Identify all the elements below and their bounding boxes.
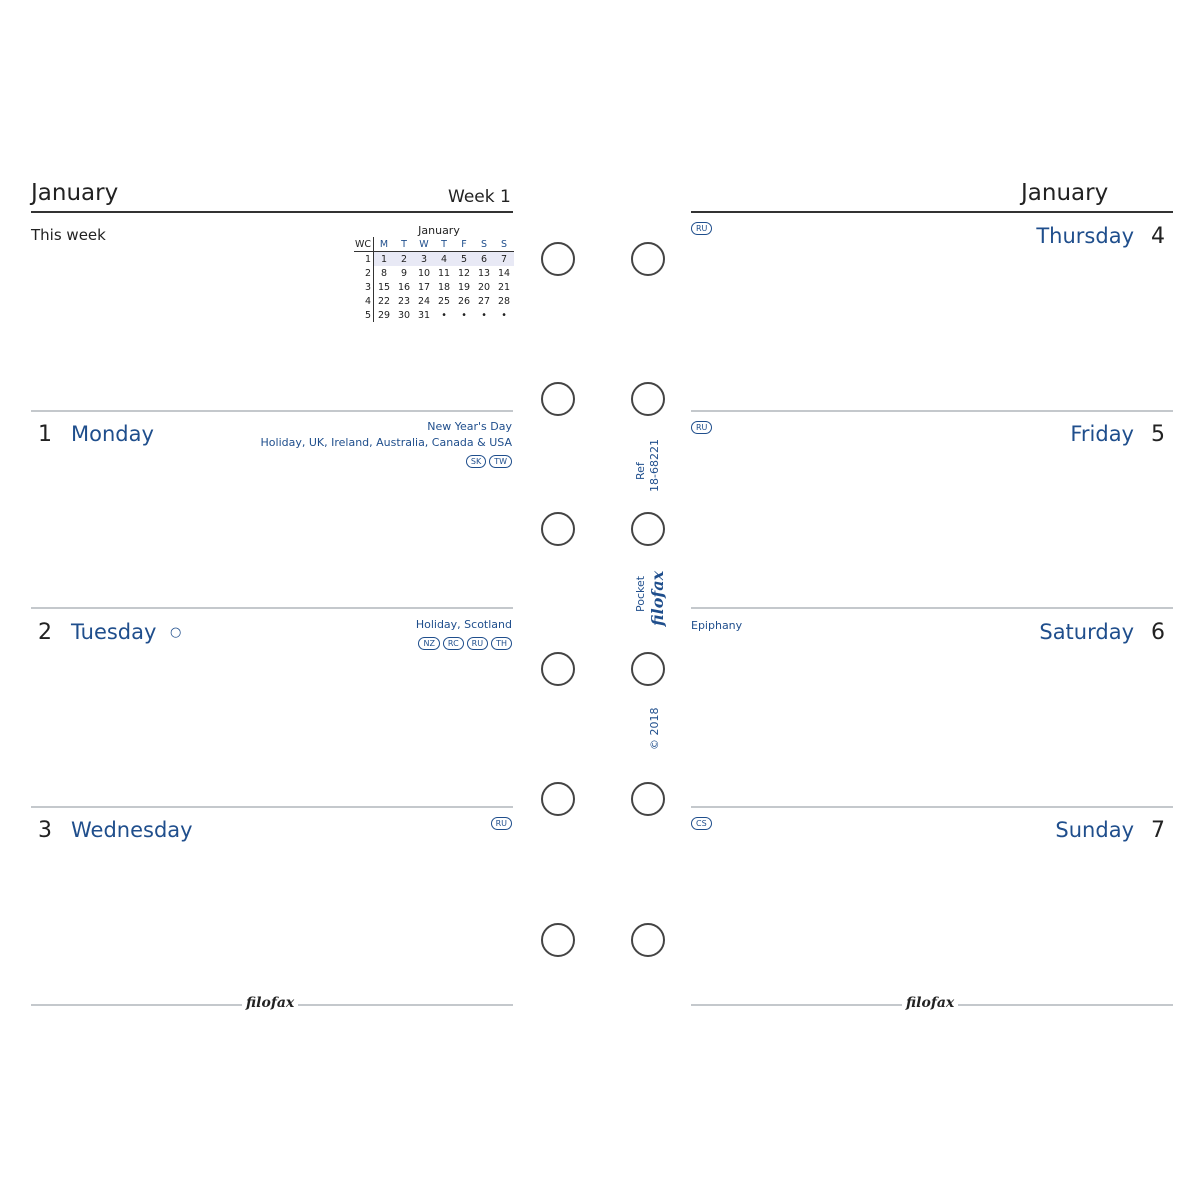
mini-week-row — [354, 266, 514, 280]
spine-size-label: Pocket — [634, 575, 647, 612]
country-badge: NZ — [418, 637, 439, 650]
mini-day: • — [461, 309, 467, 321]
wednesday-badges — [491, 817, 512, 830]
sunday-rule — [691, 806, 1173, 808]
right-header-rule — [691, 211, 1173, 213]
mini-day: • — [441, 309, 447, 321]
mini-weekday: T — [394, 237, 414, 252]
mini-day: 11 — [437, 267, 451, 279]
monday-note-line2: Holiday, UK, Ireland, Australia, Canada & USA — [260, 436, 512, 449]
mini-day: 18 — [437, 281, 451, 293]
mini-day: 8 — [380, 267, 388, 279]
ring-hole — [541, 242, 575, 276]
tuesday-badges — [418, 637, 512, 650]
spine-copyright: © 2018 — [648, 707, 661, 750]
mini-calendar-title: January — [418, 224, 460, 237]
mini-calendar — [354, 224, 514, 322]
ring-hole — [631, 652, 665, 686]
mini-day: 20 — [477, 281, 491, 293]
friday-number: 5 — [1151, 422, 1165, 447]
monday-label: Monday — [71, 422, 154, 446]
friday-label: Friday — [1070, 422, 1134, 446]
mini-day: 26 — [457, 295, 471, 307]
mini-weekday: M — [374, 237, 395, 252]
thursday-badges — [691, 222, 712, 235]
mini-day: 28 — [497, 295, 511, 307]
wednesday-rule — [31, 806, 513, 808]
mini-weekday: W — [414, 237, 434, 252]
ring-hole — [631, 242, 665, 276]
country-badge: RU — [691, 421, 712, 434]
mini-day: 19 — [457, 281, 471, 293]
mini-weekday: T — [434, 237, 454, 252]
wednesday-number: 3 — [38, 818, 52, 843]
wednesday-label: Wednesday — [71, 818, 193, 842]
mini-wc-label: WC — [354, 237, 374, 252]
country-badge: RC — [443, 637, 464, 650]
ring-hole — [631, 782, 665, 816]
country-badge: RU — [491, 817, 512, 830]
mini-day: 5 — [454, 252, 474, 267]
mini-day: 30 — [397, 309, 411, 321]
mini-calendar-grid — [354, 237, 514, 322]
tuesday-number: 2 — [38, 620, 52, 645]
mini-day: 27 — [477, 295, 491, 307]
mini-day: 12 — [457, 267, 471, 279]
country-badge: SK — [466, 455, 486, 468]
this-week-label: This week — [31, 226, 106, 244]
mini-day: 23 — [397, 295, 411, 307]
monday-badges — [466, 455, 512, 468]
mini-weekday: F — [454, 237, 474, 252]
monday-note-line1: New Year's Day — [427, 420, 512, 433]
saturday-label: Saturday — [1039, 620, 1134, 644]
ring-hole — [541, 923, 575, 957]
mini-wc: 1 — [354, 252, 374, 267]
sunday-number: 7 — [1151, 818, 1165, 843]
mini-day: 15 — [377, 281, 391, 293]
friday-badges — [691, 421, 712, 434]
spine-ref-line2: 18-68221 — [648, 439, 661, 492]
mini-day: 17 — [417, 281, 431, 293]
mini-week-row — [354, 252, 514, 267]
saturday-number: 6 — [1151, 620, 1165, 645]
mini-day: 13 — [477, 267, 491, 279]
mini-wc: 3 — [354, 280, 374, 294]
mini-day: 22 — [377, 295, 391, 307]
mini-day: 29 — [377, 309, 391, 321]
mini-day: 3 — [414, 252, 434, 267]
moon-phase-icon: ○ — [170, 625, 182, 640]
mini-day: 24 — [417, 295, 431, 307]
ring-hole — [541, 512, 575, 546]
left-header-rule — [31, 211, 513, 213]
tuesday-note-line1: Holiday, Scotland — [415, 618, 512, 631]
ring-hole — [541, 782, 575, 816]
saturday-rule — [691, 607, 1173, 609]
sunday-badges — [691, 817, 712, 830]
ring-hole — [631, 512, 665, 546]
mini-day: 1 — [374, 252, 395, 267]
ring-hole — [541, 382, 575, 416]
mini-day: • — [481, 309, 487, 321]
week-label: Week 1 — [448, 187, 511, 207]
left-footer-logo: filofax — [242, 995, 298, 1011]
country-badge: CS — [691, 817, 712, 830]
mini-day: 14 — [497, 267, 511, 279]
mini-day: 9 — [400, 267, 408, 279]
ring-hole — [631, 382, 665, 416]
mini-day: 7 — [494, 252, 514, 267]
right-month-title: January — [1021, 180, 1109, 206]
friday-rule — [691, 410, 1173, 412]
mini-day: 31 — [417, 309, 431, 321]
mini-day: 4 — [434, 252, 454, 267]
mini-day: 2 — [394, 252, 414, 267]
mini-day: 16 — [397, 281, 411, 293]
mini-weekday: S — [494, 237, 514, 252]
mini-wc: 4 — [354, 294, 374, 308]
mini-day: 6 — [474, 252, 494, 267]
spine-logo: filofax — [648, 570, 667, 626]
thursday-number: 4 — [1151, 224, 1165, 249]
mini-weekday: S — [474, 237, 494, 252]
mini-day: 25 — [437, 295, 451, 307]
mini-week-row — [354, 294, 514, 308]
mini-week-row — [354, 280, 514, 294]
monday-number: 1 — [38, 422, 52, 447]
spine-ref-line1: Ref — [634, 462, 647, 480]
mini-day: 10 — [417, 267, 431, 279]
right-footer-logo: filofax — [902, 995, 958, 1011]
country-badge: TH — [491, 637, 512, 650]
country-badge: RU — [467, 637, 488, 650]
mini-wc: 2 — [354, 266, 374, 280]
left-month-title: January — [31, 180, 119, 206]
thursday-label: Thursday — [1036, 224, 1134, 248]
mini-wc: 5 — [354, 308, 374, 322]
sunday-label: Sunday — [1055, 818, 1134, 842]
saturday-note-line1: Epiphany — [691, 619, 743, 632]
country-badge: RU — [691, 222, 712, 235]
mini-day: 21 — [497, 281, 511, 293]
ring-hole — [631, 923, 665, 957]
country-badge: TW — [489, 455, 512, 468]
monday-rule — [31, 410, 513, 412]
ring-hole — [541, 652, 575, 686]
mini-week-row — [354, 308, 514, 322]
mini-day: • — [501, 309, 507, 321]
tuesday-label: Tuesday — [71, 620, 157, 644]
tuesday-rule — [31, 607, 513, 609]
